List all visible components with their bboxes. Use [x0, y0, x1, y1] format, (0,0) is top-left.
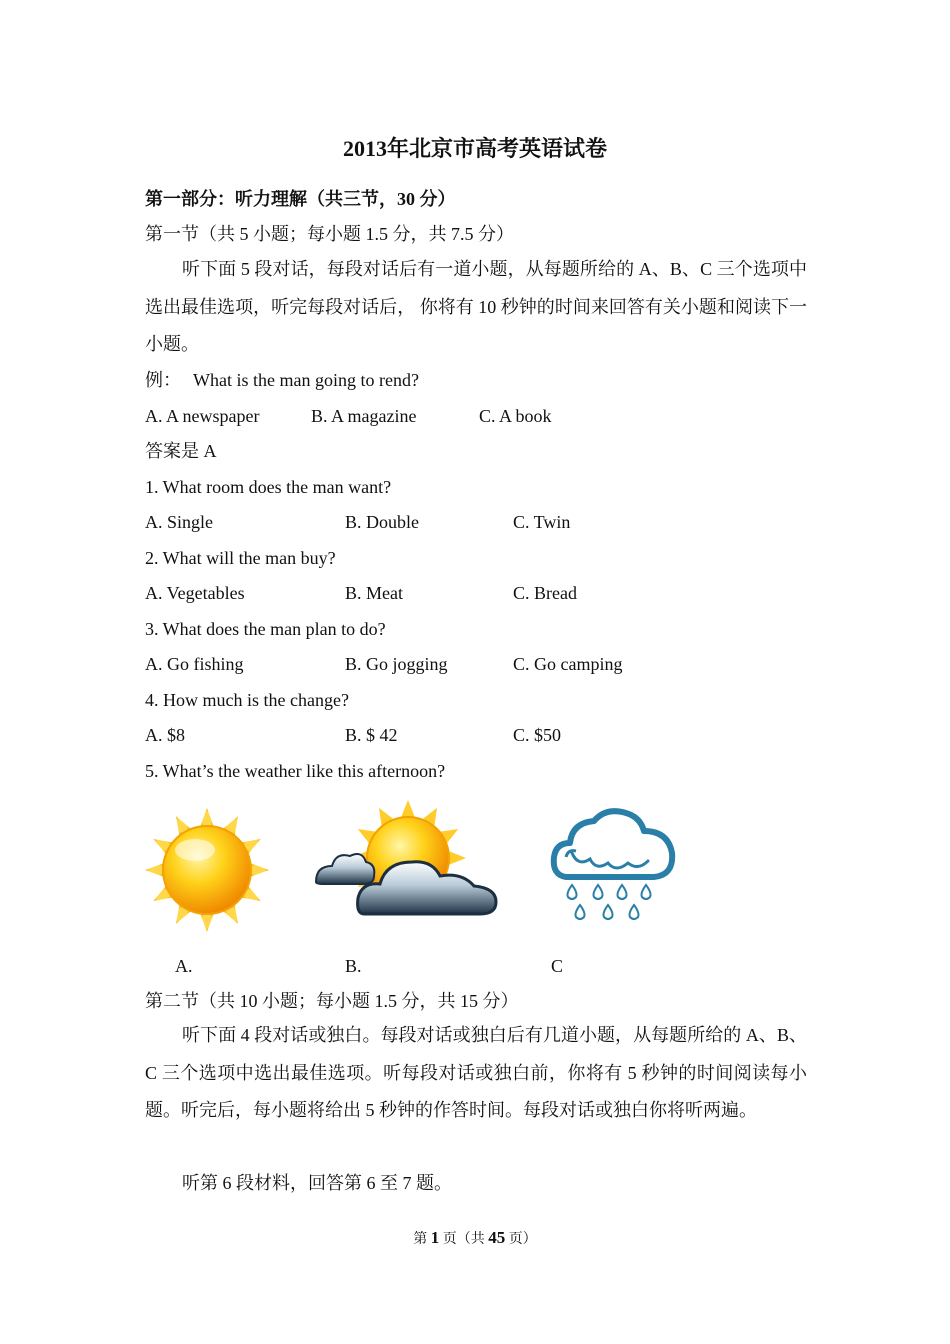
- rain-cloud-icon: [550, 805, 678, 923]
- question-1: 1. What room does the man want?: [145, 477, 392, 497]
- footer-mid: 页（共: [442, 1232, 485, 1247]
- part1-heading: 第一部分：听力理解（共三节，30 分）: [145, 189, 456, 209]
- q1-option-b: B. Double: [345, 512, 419, 532]
- example-answer: 答案是 A: [145, 441, 217, 461]
- passage-intro: 听第 6 段材料，回答第 6 至 7 题。: [182, 1173, 452, 1193]
- question-4: 4. How much is the change?: [145, 690, 349, 710]
- section1-heading: 第一节（共 5 小题；每小题 1.5 分，共 7.5 分）: [145, 224, 514, 244]
- sun-cloud-icon: [312, 800, 498, 920]
- question-2: 2. What will the man buy?: [145, 548, 336, 568]
- q1-option-a: A. Single: [145, 512, 214, 532]
- q4-option-a: A. $8: [145, 725, 185, 745]
- q3-option-b: B. Go jogging: [345, 654, 448, 674]
- q3-option-a: A. Go fishing: [145, 654, 244, 674]
- q3-option-c: C. Go camping: [513, 654, 623, 674]
- example-line: [145, 369, 419, 391]
- q5-option-c: C: [551, 956, 564, 976]
- page-footer: [0, 1228, 950, 1250]
- sun-icon: [145, 808, 269, 932]
- q4-option-c: C. $50: [513, 725, 562, 745]
- section2-heading: 第二节（共 10 小题；每小题 1.5 分，共 15 分）: [145, 991, 519, 1011]
- q4-option-b: B. $ 42: [345, 725, 398, 745]
- section2-instructions: 听下面 4 段对话或独白。每段对话或独白后有几道小题，从每题所给的 A、B、C 三个选项中选出最佳选项。听每段对话或独白前，你将有 5 秒钟的时间阅读每小题。听完后，每小题将给出 5 秒钟的作答时间。每段对话或独白你将听两遍。: [145, 1025, 807, 1120]
- question-3: 3. What does the man plan to do?: [145, 619, 386, 639]
- footer-page-number: 1: [430, 1228, 440, 1247]
- page-title: 2013年北京市高考英语试卷: [342, 136, 607, 161]
- footer-total-pages: 45: [488, 1228, 506, 1247]
- question-5: 5. What’s the weather like this afternoon?: [145, 761, 446, 781]
- q5-option-b: B.: [345, 956, 362, 976]
- q2-option-b: B. Meat: [345, 583, 403, 603]
- example-prefix: 例：: [145, 370, 181, 390]
- example-option-a: A. A newspaper: [145, 406, 260, 426]
- footer-pre: 第: [413, 1232, 428, 1247]
- footer-post: 页）: [508, 1232, 537, 1247]
- q5-option-a: A.: [175, 956, 193, 976]
- q2-option-a: A. Vegetables: [145, 583, 245, 603]
- section1-instructions: 听下面 5 段对话，每段对话后有一道小题，从每题所给的 A、B、C 三个选项中选出最佳选项，听完每段对话后， 你将有 10 秒钟的时间来回答有关小题和阅读下一小题。: [145, 259, 807, 354]
- example-option-c: C. A book: [479, 406, 552, 426]
- q2-option-c: C. Bread: [513, 583, 577, 603]
- q1-option-c: C. Twin: [513, 512, 571, 532]
- example-question: What is the man going to rend?: [193, 370, 419, 390]
- example-option-b: B. A magazine: [311, 406, 417, 426]
